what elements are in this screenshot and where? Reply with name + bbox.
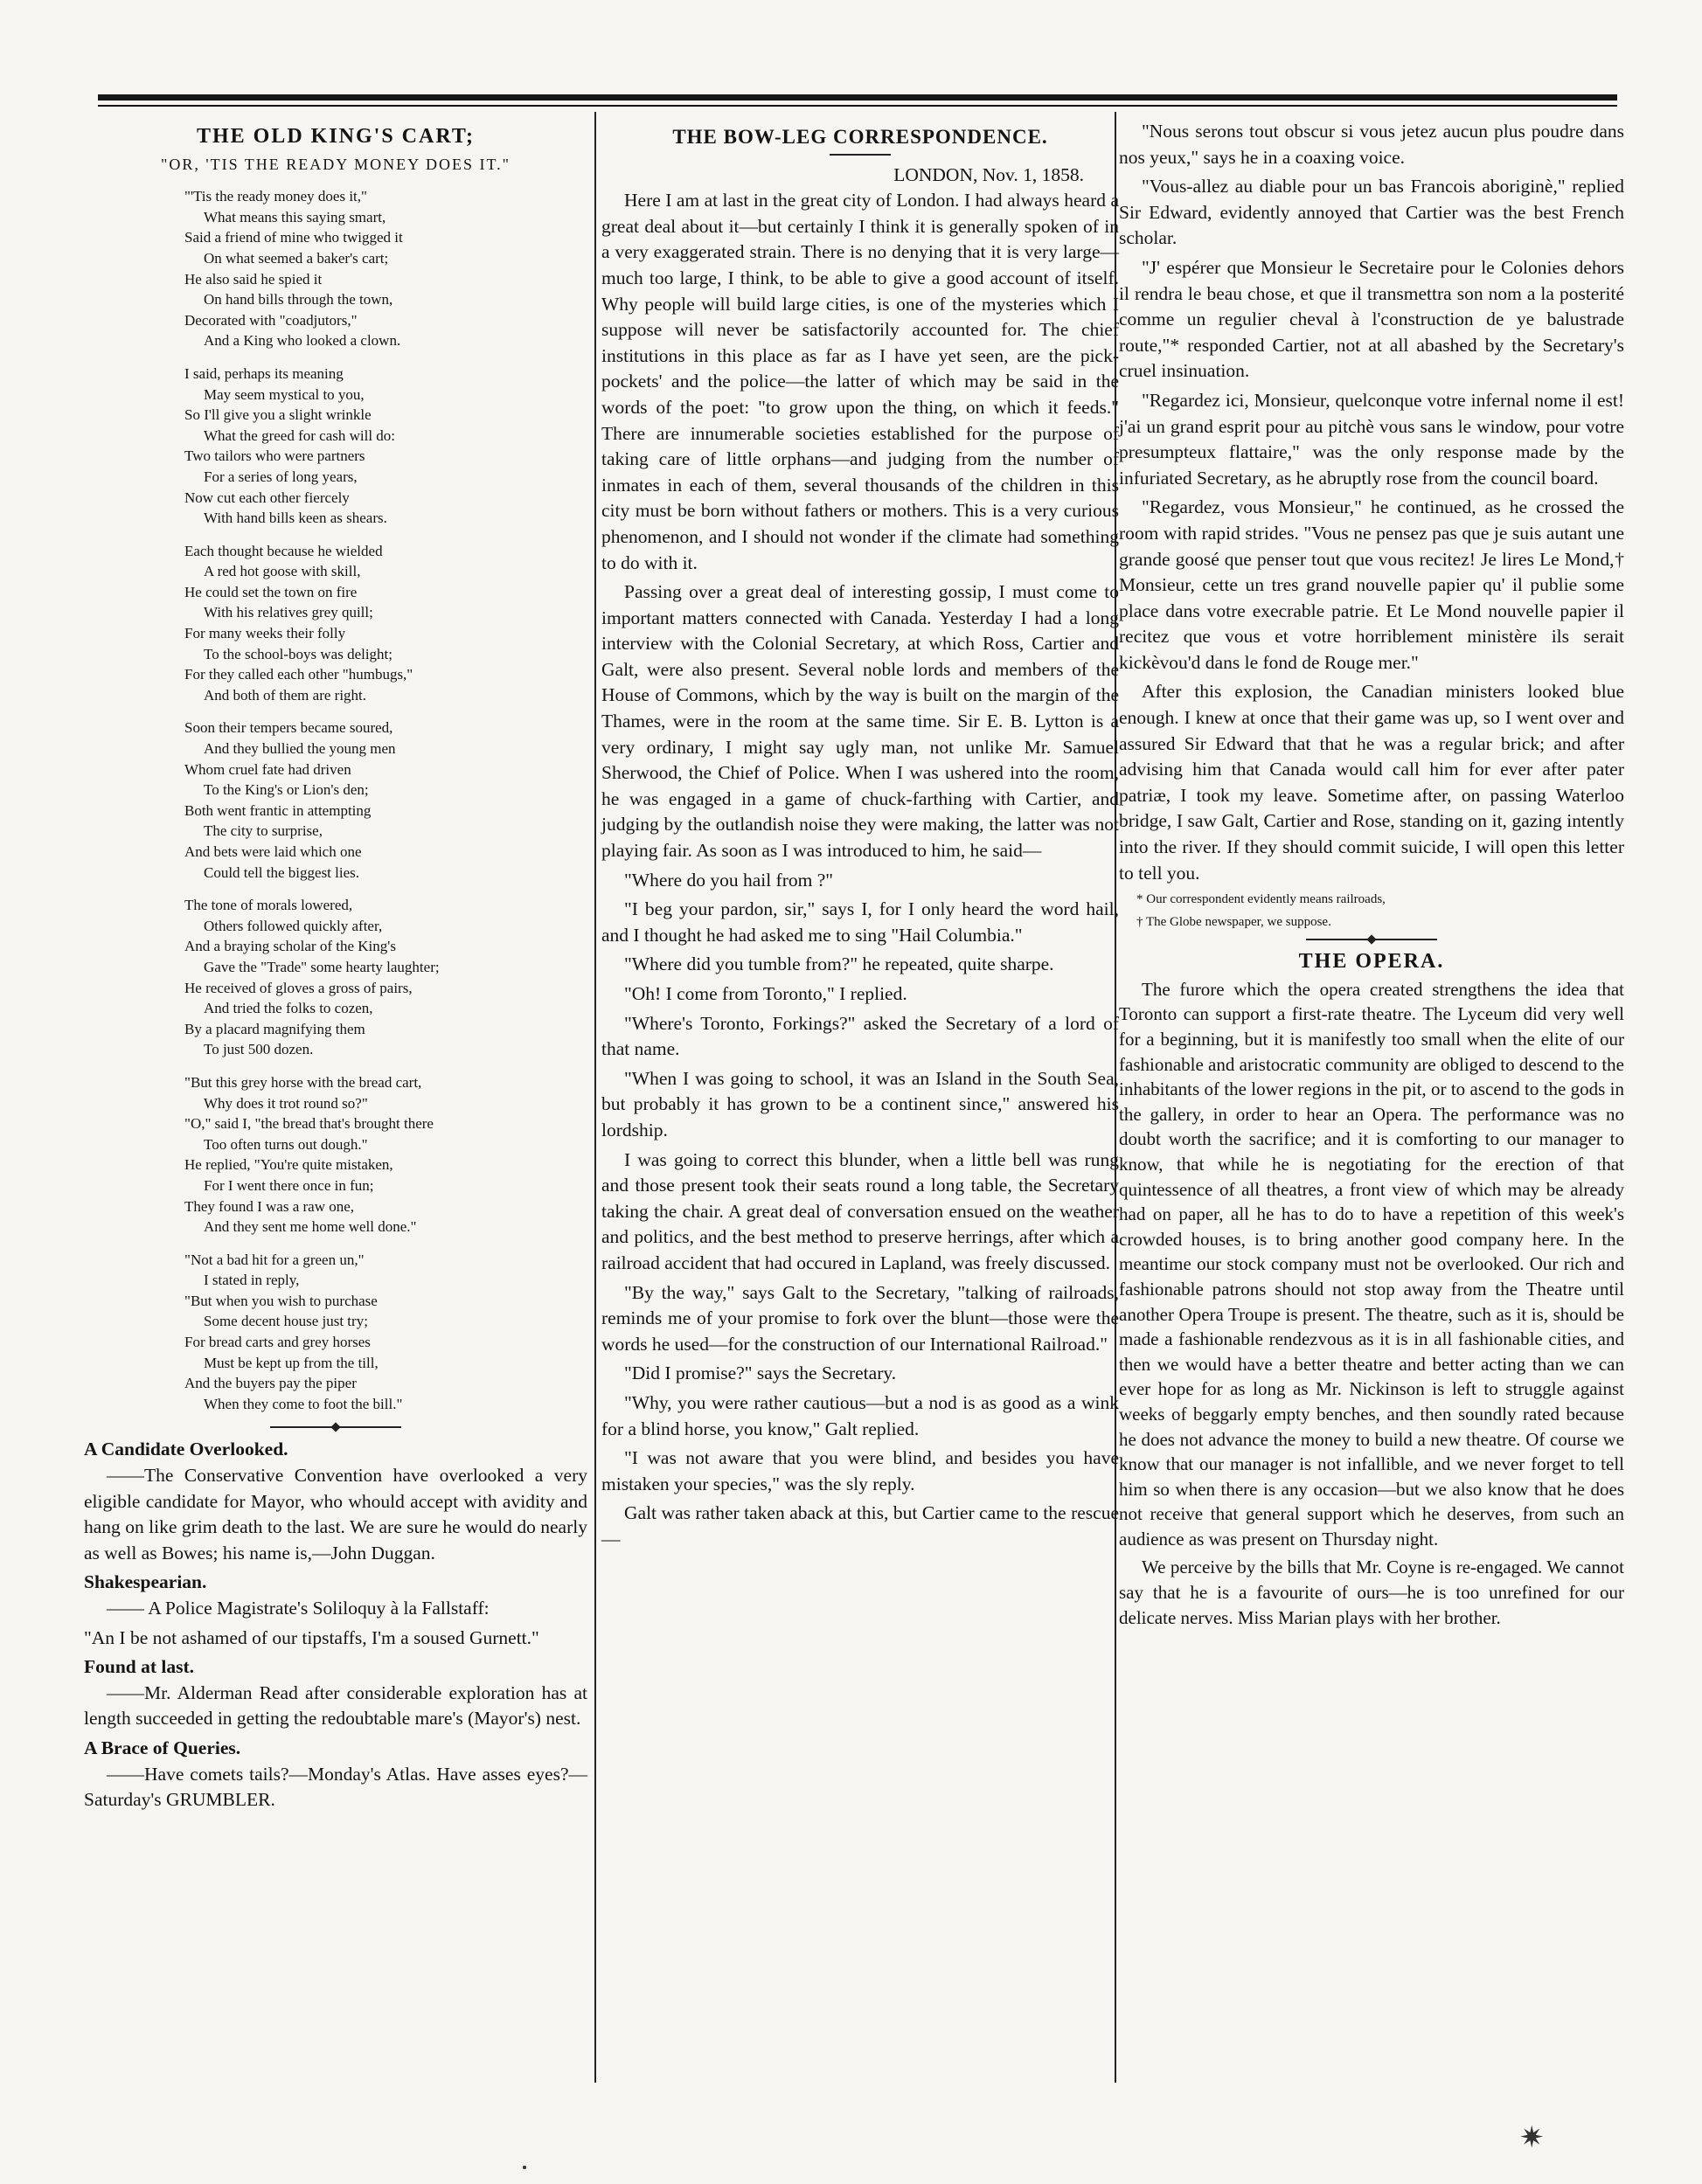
poem-line: To the King's or Lion's den; bbox=[204, 781, 369, 799]
poem-line: I stated in reply, bbox=[204, 1272, 300, 1289]
masthead-rule-thin bbox=[98, 105, 1617, 107]
opera-title: THE OPERA. bbox=[1298, 950, 1445, 974]
poem-line: And a braying scholar of the King's bbox=[184, 938, 396, 955]
poem-line: Whom cruel fate had driven bbox=[184, 760, 351, 778]
poem-line: Soon their tempers became soured, bbox=[184, 719, 393, 737]
poem-line: To just 500 dozen. bbox=[204, 1041, 314, 1058]
article-continuation bbox=[1119, 119, 1624, 886]
paragraph: Here I am at last in the great city of London. I had always heard a great deal about it—but certainly I think it is generally spoken of in a very exaggerated strain. There is no denying that it is very large—much too large, I think, to be able to give a good account of itself. Why people will build large cities, is one of the mysteries which I suppose will never be satisfactorily accounted for. The chief institutions in this place as far as I have yet seen, are the pick-pockets' and the police—the latter of which may be said in the words of the poet: "to grow upon the thing, on which it feeds." There are innumerable societies established for the purpose of taking care of little orphans—and judging from the number of inmates in each of them, several thousands of the children in this city must be born without fathers or mothers. This is a very curious phenomenon, and I should not wonder if the climate had something to do with it. bbox=[601, 190, 1119, 573]
poem-line: For bread carts and grey horses bbox=[184, 1334, 371, 1351]
paragraph: We perceive by the bills that Mr. Coyne is re-engaged. We cannot say that he is a favourite of ours—he is too unrefined for our delicate nerves. Miss Marian plays with her brother. bbox=[1119, 1557, 1624, 1628]
poem-line: And they sent me home well done." bbox=[204, 1218, 417, 1236]
poem-line: He could set the town on fire bbox=[184, 583, 358, 600]
paragraph: "Regardez ici, Monsieur, quelconque votre infernal nome il est! j'ai un grand esprit pour au pitchè vous sans le window, pour votre presumpteux flattaire," was the only response made by the infuriated Secretary, as he abruptly rose from the council board. bbox=[1119, 389, 1624, 489]
poem-line: Gave the "Trade" some hearty laughter; bbox=[204, 958, 440, 975]
poem-line: With hand bills keen as shears. bbox=[204, 510, 387, 527]
paragraph: Galt was rather taken aback at this, but Cartier came to the rescue— bbox=[601, 1502, 1119, 1550]
poem-line: By a placard magnifying them bbox=[184, 1020, 365, 1037]
paragraph: The furore which the opera created strengthens the idea that Toronto can support a first-rate theatre. The Lyceum did very well for a beginning, but it is manifestly too small when the elite of our fashionable and aristocratic community are obliged to descend to the inhabitants of the lower regions in the pit, or to ascend to the gods in the gallery, in order to hear an Opera. The performance was no doubt worth the sacrifice; and it is comforting to our manager to know, that while he is negotiating for the erection of that quintessence of all theatres, a front view of which may be already had on paper, all he has to do to have a repetition of this week's crowded houses, is to bring another good company here. In the meantime our stock company must not be overlooked. Our rich and fashionable patrons should not stop away from the Theatre until another Opera Troupe is present. The theatre, such as it is, should be made a fashionable rendezvous as it is in all fashionable cities, and then we would have a better theatre and better acting than we can ever hope for as long as Mr. Nickinson is left to struggle against weeks of beggarly empty benches, and then soundly rated because he does not advance the money to build a new theatre. Of course we know that our manager is not infallible, and we never forget to tell him so when there is any occasion—but we also know that he does not receive that general support which he deserves, from such an audience as was present on Thursday night. bbox=[1119, 978, 1624, 1550]
poem-line: And a King who looked a clown. bbox=[204, 332, 401, 350]
poem-line: And the buyers pay the piper bbox=[184, 1375, 357, 1392]
column-divider bbox=[594, 112, 596, 2083]
poem-line: And tried the folks to cozen, bbox=[204, 1000, 373, 1017]
poem-line: On what seemed a baker's cart; bbox=[204, 249, 389, 267]
article-body bbox=[601, 188, 1119, 1552]
poem-line: For a series of long years, bbox=[204, 468, 358, 485]
poem-title: THE OLD KING'S CART; bbox=[196, 125, 476, 148]
poem-line: "But when you wish to purchase bbox=[184, 1292, 378, 1309]
poem-line: Each thought because he wielded bbox=[184, 542, 383, 559]
poem-line: "But this grey horse with the bread cart, bbox=[184, 1073, 422, 1091]
poem-line: With his relatives grey quill; bbox=[204, 604, 373, 621]
poem-stanza bbox=[184, 1250, 587, 1415]
poem-line: Why does it trot round so?" bbox=[204, 1094, 368, 1112]
opera-body bbox=[1119, 977, 1624, 1630]
paragraph: "Where did you tumble from?" he repeated, quite sharpe. bbox=[624, 953, 1054, 975]
short-items bbox=[84, 1437, 587, 1813]
item-text: "An I be not ashamed of our tipstaffs, I'm a soused Gurnett." bbox=[84, 1626, 539, 1648]
poem-stanza bbox=[184, 1072, 587, 1238]
paragraph: "Oh! I come from Toronto," I replied. bbox=[624, 983, 907, 1004]
paragraph: "Where do you hail from ?" bbox=[624, 869, 834, 891]
poem-line: For I went there once in fun; bbox=[204, 1176, 374, 1194]
poem-line: He also said he spied it bbox=[184, 270, 323, 288]
poem-line: What the greed for cash will do: bbox=[204, 426, 396, 444]
poem-line: Must be kept up from the till, bbox=[204, 1354, 379, 1371]
poem-body bbox=[84, 186, 587, 1414]
middle-column bbox=[601, 119, 1119, 1556]
poem-line: Said a friend of mine who twigged it bbox=[184, 229, 403, 246]
paragraph: "Regardez, vous Monsieur," he continued, as he crossed the room with rapid strides. "Vous ne pensez pas que je suis autant une grande goosé que penser tout que vous recitez! Je lires Le Mond,† Monsieur, cette un tres grand nouvelle papier qu' il publie some place dans votre execrable patrie. Et Le Mond nouvelle papier il recitez que vous et votre horriblement ministère ils serait kickèvou'd dans le fond de Rouge mer." bbox=[1119, 496, 1624, 673]
poem-line: Others followed quickly after, bbox=[204, 917, 383, 934]
paragraph: "Why, you were rather cautious—but a nod is as good as a wink for a blind horse, you know," Galt replied. bbox=[601, 1391, 1119, 1439]
paragraph: "I beg your pardon, sir," says I, for I only heard the word hail, and I thought he had asked me to sing "Hail Columbia." bbox=[601, 898, 1119, 946]
item-text: ——Mr. Alderman Read after considerable exploration has at length succeeded in getting the redoubtable mare's (Mayor's) nest. bbox=[84, 1681, 587, 1730]
poem-line: "Not a bad hit for a green un," bbox=[184, 1251, 365, 1268]
item-text: ——The Conservative Convention have overlooked a very eligible candidate for Mayor, who whould accept with avidity and hang on like grim death to the last. We are sure he would do nearly as well as Bowes; his name is,—John Duggan. bbox=[84, 1465, 587, 1563]
poem-line: Some decent house just try; bbox=[204, 1313, 368, 1330]
poem-line: He received of gloves a gross of pairs, bbox=[184, 979, 413, 996]
title-rule bbox=[830, 154, 891, 156]
poem-stanza bbox=[184, 364, 587, 529]
poem-line: Too often turns out dough." bbox=[204, 1135, 368, 1153]
poem-line: They found I was a raw one, bbox=[184, 1197, 355, 1215]
poem-subtitle: "OR, 'TIS THE READY MONEY DOES IT." bbox=[161, 155, 511, 173]
poem-line: I said, perhaps its meaning bbox=[184, 364, 344, 382]
dateline: LONDON, Nov. 1, 1858. bbox=[893, 163, 1084, 185]
poem-line: For they called each other "humbugs," bbox=[184, 666, 413, 683]
item-heading: A Candidate Overlooked. bbox=[84, 1439, 288, 1460]
poem-line: "O," said I, "the bread that's brought there bbox=[184, 1115, 434, 1133]
poem-line: Both went frantic in attempting bbox=[184, 801, 372, 819]
poem-line: Could tell the biggest lies. bbox=[204, 863, 360, 881]
paragraph: "When I was going to school, it was an Island in the South Sea, but probably it has grown to be a continent since," answered his lordship. bbox=[601, 1067, 1119, 1141]
right-column bbox=[1119, 119, 1624, 1633]
poem-line: So I'll give you a slight wrinkle bbox=[184, 406, 372, 424]
ink-speck bbox=[523, 2166, 526, 2169]
poem-line: He replied, "You're quite mistaken, bbox=[184, 1156, 393, 1174]
separator-rule bbox=[270, 1426, 401, 1428]
poem-line: The tone of morals lowered, bbox=[184, 897, 353, 914]
poem-line: Now cut each other fiercely bbox=[184, 489, 350, 506]
poem-line: What means this saying smart, bbox=[204, 208, 386, 225]
poem-line: To the school-boys was delight; bbox=[204, 645, 393, 662]
paragraph: "Where's Toronto, Forkings?" asked the Secretary of a lord of that name. bbox=[601, 1012, 1119, 1060]
poem-line: And both of them are right. bbox=[204, 686, 367, 704]
poem-line: A red hot goose with skill, bbox=[204, 563, 361, 580]
paragraph: "I was not aware that you were blind, and besides you have mistaken your species," was the sly reply. bbox=[601, 1447, 1119, 1494]
poem-line: On hand bills through the town, bbox=[204, 291, 393, 309]
item-heading: Found at last. bbox=[84, 1656, 195, 1678]
paragraph: "Did I promise?" says the Secretary. bbox=[624, 1362, 897, 1384]
poem-line: Two tailors who were partners bbox=[184, 447, 365, 465]
paragraph: "J' espérer que Monsieur le Secretaire pour le Colonies dehors il rendra le beau chose, et que il transmettra son nom a la posterité comme un regulier cheval à l'construction de ye balustrade route,"* responded Cartier, not at all abashed by the Secretary's cruel insinuation. bbox=[1119, 256, 1624, 382]
paragraph: "Vous-allez au diable pour un bas Francois aboriginè," replied Sir Edward, evidently annoyed that Cartier was the best French scholar. bbox=[1119, 176, 1624, 249]
paragraph: Passing over a great deal of interesting gossip, I must come to important matters connected with Canada. Yesterday I had a long interview with the Colonial Secretary, at which Ross, Cartier and Galt, were also present. Several noble lords and members of the House of Commons, which by the way is built on the margin of the Thames, were in the room at the same time. Sir E. B. Lytton is a very ordinary, I might say ugly man, not unlike Mr. Samuel Sherwood, the Chief of Police. When I was ushered into the room, he was engaged in a game of chuck-farthing with Cartier, and judging by the outlandish noise they were making, the latter was not playing fair. As soon as I was introduced to him, he said— bbox=[601, 581, 1119, 862]
paragraph: I was going to correct this blunder, when a little bell was rung and those present took their seats round a long table, the Secretary taking the chair. A great deal of conversation ensued on the weather and politics, and the best method to preserve herrings, after which a railroad accident that had occured in Lapland, was freely discussed. bbox=[601, 1148, 1119, 1273]
poem-line: The city to surprise, bbox=[204, 822, 323, 840]
item-heading: Shakespearian. bbox=[84, 1571, 207, 1593]
poem-stanza bbox=[184, 541, 587, 706]
footnotes bbox=[1119, 890, 1624, 932]
paragraph: "By the way," says Galt to the Secretary, "talking of railroads, reminds me of your promise to fork over the blunt—those were the words he used—for the construction of our International Railroad." bbox=[601, 1281, 1119, 1355]
poem-line: When they come to foot the bill." bbox=[204, 1395, 403, 1412]
item-text: ——Have comets tails?—Monday's Atlas. Have asses eyes?—Saturday's GRUMBLER. bbox=[84, 1763, 587, 1811]
item-text: —— A Police Magistrate's Soliloquy à la Fallstaff: bbox=[107, 1598, 490, 1619]
poem-line: For many weeks their folly bbox=[184, 625, 346, 642]
poem-stanza bbox=[184, 718, 587, 883]
footnote: * Our correspondent evidently means railroads, bbox=[1136, 892, 1386, 907]
article-title: THE BOW-LEG CORRESPONDENCE. bbox=[672, 126, 1048, 148]
poem-line: And they bullied the young men bbox=[204, 740, 396, 758]
item-heading: A Brace of Queries. bbox=[84, 1737, 241, 1758]
poem-stanza bbox=[184, 895, 587, 1060]
poem-line: "'Tis the ready money does it," bbox=[184, 188, 367, 205]
poem-line: May seem mystical to you, bbox=[204, 385, 365, 403]
left-column bbox=[84, 119, 587, 1817]
paragraph: "Nous serons tout obscur si vous jetez aucun plus poudre dans nos yeux," says he in a coaxing voice. bbox=[1119, 121, 1624, 168]
poem-stanza bbox=[184, 186, 587, 351]
poem-line: And bets were laid which one bbox=[184, 843, 362, 860]
poem-line: Decorated with "coadjutors," bbox=[184, 311, 358, 329]
separator-rule bbox=[1306, 939, 1437, 940]
footnote: † The Globe newspaper, we suppose. bbox=[1136, 915, 1331, 930]
masthead-rule-thick bbox=[98, 94, 1617, 101]
ink-blot: ✷ bbox=[1519, 2122, 1545, 2154]
paragraph: After this explosion, the Canadian ministers looked blue enough. I knew at once that their game was up, so I went over and assured Sir Edward that that he was a regular brick; and after advising him that Canada would call him for ever after pater patriæ, I took my leave. Sometime after, on passing Waterloo bridge, I saw Galt, Cartier and Rose, standing on it, gazing intently into the river. If they should commit suicide, I will open this letter to tell you. bbox=[1119, 681, 1624, 884]
